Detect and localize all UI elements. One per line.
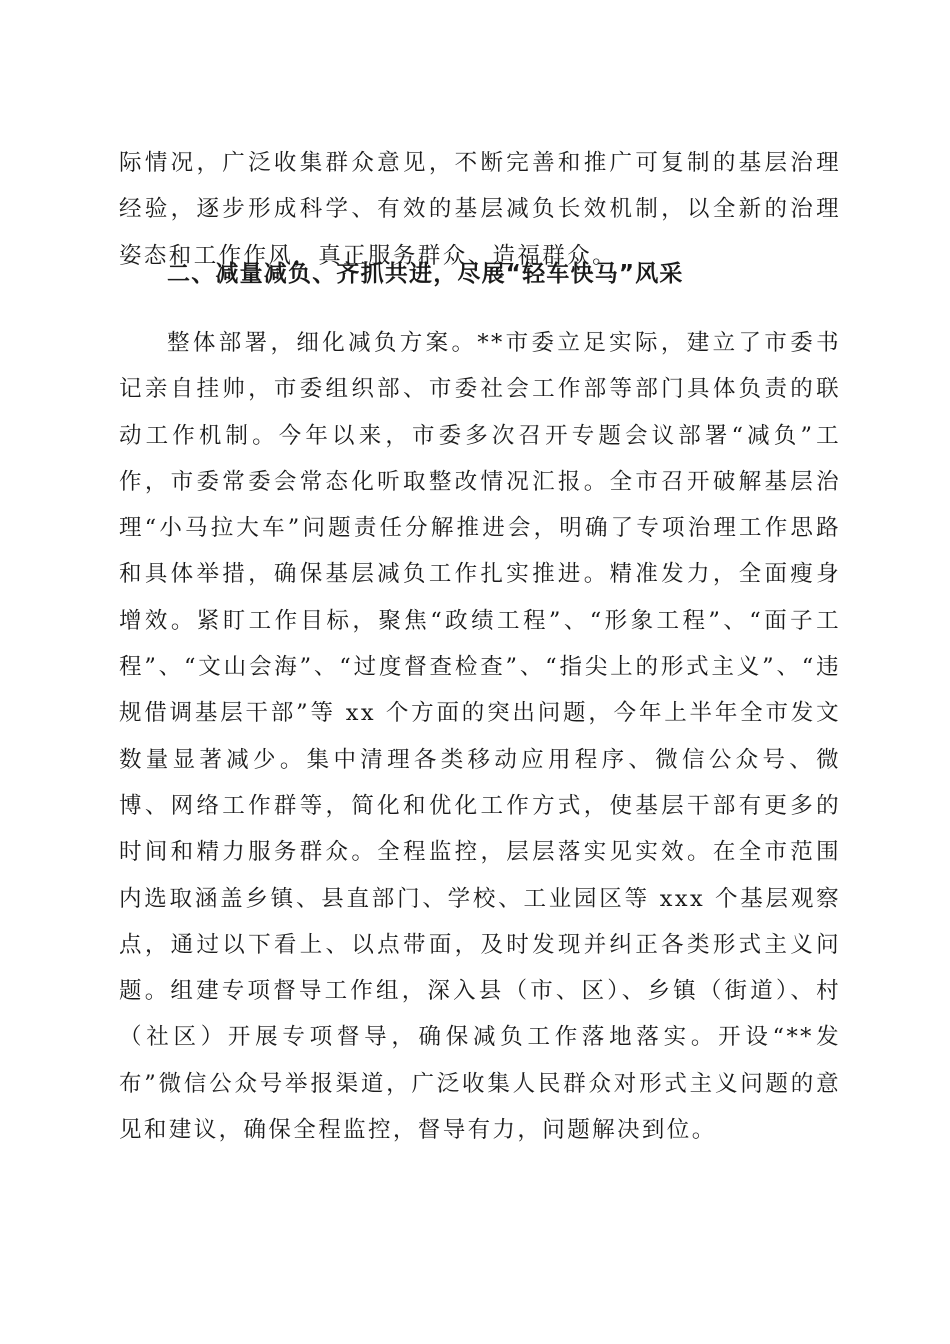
body-paragraph: 整体部署，细化减负方案。**市委立足实际，建立了市委书记亲自挂帅，市委组织部、市委社会工作部等部门具体负责的联动工作机制。今年以来，市委多次召开专题会议部署“减负”工作，市委常委会常态化听取整改情况汇报。全市召开破解基层治理“小马拉大车”问题责任分解推进会，明确了专项治理工作思路和具体举措，确保基层减负工作扎实推进。精准发力，全面瘦身增效。紧盯工作目标，聚焦“政绩工程”、“形象工程”、“面子工程”、“文山会海”、“过度督查检查”、“指尖上的形式主义”、“违规借调基层干部”等 xx 个方面的突出问题，今年上半年全市发文数量显著减少。集中清理各类移动应用程序、微信公众号、微博、网络工作群等，简化和优化工作方式，使基层干部有更多的时间和精力服务群众。全程监控，层层落实见实效。在全市范围内选取涵盖乡镇、县直部门、学校、工业园区等 xxx 个基层观察点，通过以下看上、以点带面，及时发现并纠正各类形式主义问题。组建专项督导工作组，深入县（市、区）、乡镇（街道）、村（社区）开展专项督导，确保减负工作落地落实。开设“**发布”微信公众号举报渠道，广泛收集人民群众对形式主义问题的意见和建议，确保全程监控，督导有力，问题解决到位。 [119, 330, 841, 1144]
intro-paragraph: 际情况，广泛收集群众意见，不断完善和推广可复制的基层治理经验，逐步形成科学、有效的基层减负长效机制，以全新的治理姿态和工作作风，真正服务群众、造福群众。 [119, 150, 841, 269]
section-heading: 二、减量减负、齐抓共进，尽展“轻车快马”风采 [167, 261, 684, 287]
